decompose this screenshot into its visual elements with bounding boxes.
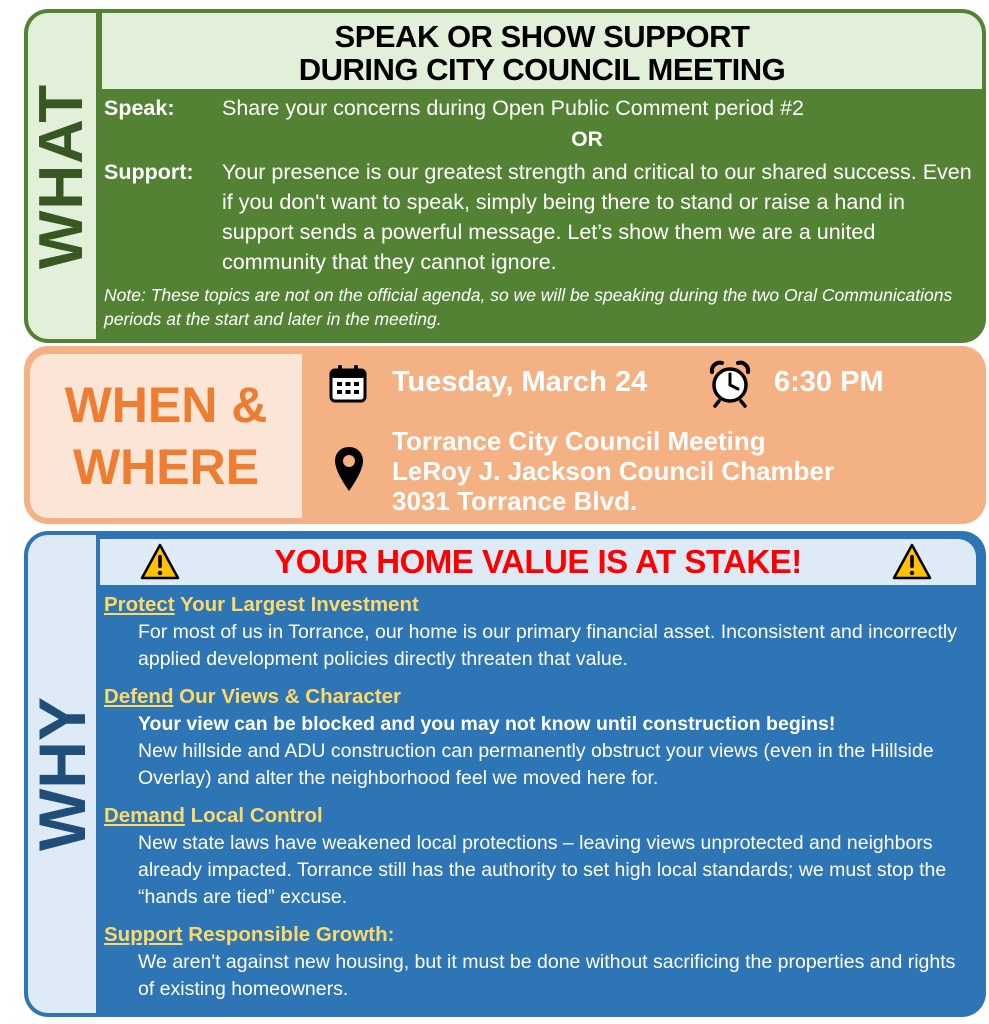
why-subheading-keyword: Support <box>104 923 183 946</box>
what-title <box>102 13 982 89</box>
speak-label: Speak: <box>104 96 175 120</box>
when-where-line1: WHEN & <box>64 377 268 433</box>
warning-icon <box>140 543 180 581</box>
agenda-note: Note: These topics are not on the official agenda, so we will be speaking during the two Oral Communications periods at the start and later in the meeting. <box>104 285 953 329</box>
why-subheading <box>104 921 974 949</box>
what-side-panel <box>28 13 96 339</box>
speak-row <box>104 93 974 123</box>
support-label: Support: <box>104 160 194 184</box>
why-section <box>24 531 986 1017</box>
meeting-address <box>392 426 834 516</box>
why-subheading-rest: Your Largest Investment <box>174 593 419 616</box>
why-headline: YOUR HOME VALUE IS AT STAKE! <box>274 543 802 580</box>
why-subheading-keyword: Demand <box>104 804 185 827</box>
why-subheading <box>104 591 974 619</box>
address-line2: LeRoy J. Jackson Council Chamber <box>392 456 835 486</box>
support-row <box>104 157 974 277</box>
why-paragraph: Your view can be blocked and you may not know until construction begins! <box>138 713 836 735</box>
why-subheading-rest: Our Views & Character <box>173 685 401 708</box>
address-line1: Torrance City Council Meeting <box>392 426 766 456</box>
why-paragraph: We aren't against new housing, but it must be done without sacrificing the properties and rights of existing homeowners. <box>138 951 956 1000</box>
what-side-label: WHAT <box>27 83 97 269</box>
warning-icon <box>892 543 932 581</box>
why-subheading-keyword: Protect <box>104 593 175 616</box>
why-body <box>104 587 974 1003</box>
speak-text: Share your concerns during Open Public Comment period #2 <box>222 96 805 120</box>
why-subheading <box>104 802 974 830</box>
why-paragraph: New state laws have weakened local protections – leaving views unprotected and neighbors already impacted. Torrance still has the authority to set high local standards; we must stop the “hands are tied” excuse. <box>138 832 947 908</box>
why-headline-bar <box>100 539 976 585</box>
what-body <box>104 93 974 331</box>
address-line3: 3031 Torrance Blvd. <box>392 486 638 516</box>
what-section <box>24 9 986 343</box>
when-where-side-panel <box>30 354 302 518</box>
why-subheading-rest: Local Control <box>184 804 323 827</box>
calendar-icon <box>328 364 368 404</box>
when-where-section <box>24 346 986 524</box>
why-subheading-rest: Responsible Growth: <box>182 923 395 946</box>
what-title-line1: SPEAK OR SHOW SUPPORT <box>334 19 750 54</box>
meeting-date: Tuesday, March 24 <box>392 366 648 398</box>
why-subheading <box>104 683 974 711</box>
when-where-details <box>324 346 974 524</box>
why-subheading-keyword: Defend <box>104 685 174 708</box>
why-side-label: WHY <box>25 697 100 851</box>
or-text: OR <box>571 128 603 151</box>
alarm-clock-icon <box>708 360 752 408</box>
meeting-time: 6:30 PM <box>774 366 884 398</box>
when-where-line2: WHERE <box>72 439 260 495</box>
location-pin-icon <box>334 446 364 492</box>
what-title-line2: DURING CITY COUNCIL MEETING <box>298 52 786 87</box>
support-text: Your presence is our greatest strength and critical to our shared success. Even if you don't want to speak, simply being there to stand or raise a hand in support sends a powerful message. Let’s show them we are a united community that they cannot ignore. <box>222 160 972 274</box>
why-paragraph: For most of us in Torrance, our home is our primary financial asset. Inconsistent and incorrectly applied development policies directly threaten that value. <box>138 621 957 670</box>
why-side-panel <box>25 535 100 1013</box>
why-paragraph: New hillside and ADU construction can permanently obstruct your views (even in the Hillside Overlay) and alter the neighborhood feel we moved here for. <box>138 740 934 789</box>
